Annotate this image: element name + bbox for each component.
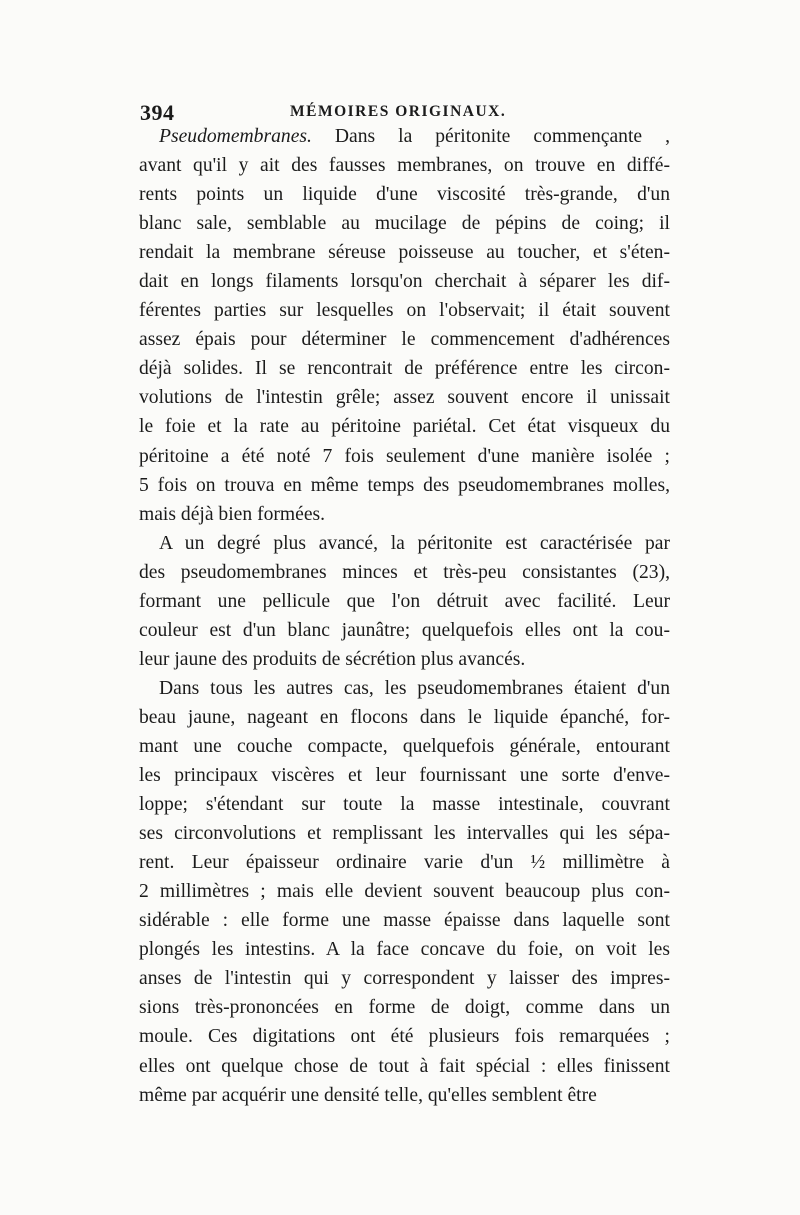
paragraph <box>139 529 670 674</box>
text-line <box>139 993 670 1022</box>
text-line-content: volutions de l'intestin grêle; assez souvent encore il unissait <box>139 387 670 409</box>
text-line-content: couleur est d'un blanc jaunâtre; quelquefois elles ont la cou- <box>139 619 670 641</box>
text-line-content: sions très-prononcées en forme de doigt, comme dans un <box>139 997 670 1019</box>
text-line-content: blanc sale, semblable au mucilage de pépins de coing; il <box>139 213 670 235</box>
text-line <box>139 1081 670 1110</box>
text-line-content: moule. Ces digitations ont été plusieurs fois remarquées ; <box>139 1026 670 1048</box>
text-line <box>139 906 670 935</box>
text-line <box>139 877 670 906</box>
text-line <box>139 151 670 180</box>
text-line <box>139 848 670 877</box>
text-line <box>139 587 670 616</box>
text-line-content: péritoine a été noté 7 fois seulement d'une manière isolée ; <box>139 445 670 467</box>
text-line <box>139 500 670 529</box>
text-line-content: ses circonvolutions et remplissant les intervalles qui les sépa- <box>139 823 670 845</box>
text-line <box>139 819 670 848</box>
body-text <box>139 122 670 1110</box>
text-line-content: rents points un liquide d'une viscosité très-grande, d'un <box>139 184 670 206</box>
text-line-content: rent. Leur épaisseur ordinaire varie d'un ½ millimètre à <box>139 852 670 874</box>
text-line-content: plongés les intestins. A la face concave du foie, on voit les <box>139 939 670 961</box>
text-line <box>139 122 670 151</box>
text-line-content: déjà solides. Il se rencontrait de préférence entre les circon- <box>139 358 670 380</box>
text-line <box>139 616 670 645</box>
text-line <box>139 471 670 500</box>
text-line-content: Dans la péritonite commençante , <box>311 126 670 147</box>
text-line <box>139 790 670 819</box>
text-line-content: même par acquérir une densité telle, qu'elles semblent être <box>139 1084 597 1106</box>
text-line-content: leur jaune des produits de sécrétion plus avancés. <box>139 648 526 670</box>
text-line <box>139 935 670 964</box>
paragraph <box>139 122 670 529</box>
text-line-content: Dans tous les autres cas, les pseudomembranes étaient d'un <box>159 677 670 699</box>
text-line <box>139 354 670 383</box>
text-line-content: férentes parties sur lesquelles on l'observait; il était souvent <box>139 300 670 322</box>
text-line <box>139 761 670 790</box>
text-line-content: elles ont quelque chose de tout à fait spécial : elles finissent <box>139 1055 670 1077</box>
text-line-content: 2 millimètres ; mais elle devient souvent beaucoup plus con- <box>139 881 670 903</box>
text-line <box>139 674 670 703</box>
text-line <box>139 732 670 761</box>
text-line <box>139 1022 670 1051</box>
text-line-content: les principaux viscères et leur fournissant une sorte d'enve- <box>139 765 670 787</box>
text-line-content: formant une pellicule que l'on détruit avec facilité. Leur <box>139 590 670 612</box>
text-line <box>139 180 670 209</box>
running-title: MÉMOIRES ORIGINAUX. <box>290 103 507 120</box>
text-line <box>139 529 670 558</box>
text-line <box>139 964 670 993</box>
text-line-content: avant qu'il y ait des fausses membranes, on trouve en diffé- <box>139 155 670 177</box>
text-line-content: loppe; s'étendant sur toute la masse intestinale, couvrant <box>139 794 670 816</box>
text-line-content: des pseudomembranes minces et très-peu consistantes (23), <box>139 561 670 583</box>
text-line-content: mant une couche compacte, quelquefois générale, entourant <box>139 735 670 757</box>
text-line-content: 5 fois on trouva en même temps des pseudomembranes molles, <box>139 474 670 496</box>
text-line <box>139 442 670 471</box>
text-line-content: le foie et la rate au péritoine pariétal. Cet état visqueux du <box>139 416 670 438</box>
paragraph-lead: Pseudomembranes. <box>159 126 312 147</box>
text-line-content: assez épais pour déterminer le commencement d'adhérences <box>139 329 670 351</box>
text-line-content: sidérable : elle forme une masse épaisse dans laquelle sont <box>139 910 670 932</box>
text-line <box>139 325 670 354</box>
text-line <box>139 703 670 732</box>
text-line <box>139 296 670 325</box>
text-line-content: anses de l'intestin qui y correspondent y laisser des impres- <box>139 968 670 990</box>
text-line <box>139 267 670 296</box>
text-line-content: mais déjà bien formées. <box>139 503 326 525</box>
text-line <box>139 558 670 587</box>
text-line <box>139 645 670 674</box>
text-line-content: A un degré plus avancé, la péritonite est caractérisée par <box>159 532 670 554</box>
page-number: 394 <box>140 100 175 125</box>
text-line <box>139 209 670 238</box>
text-line-content: beau jaune, nageant en flocons dans le liquide épanché, for- <box>139 706 670 728</box>
paragraph <box>139 674 670 1110</box>
text-line <box>139 412 670 441</box>
text-line-content: rendait la membrane séreuse poisseuse au toucher, et s'éten- <box>139 242 670 264</box>
text-line <box>139 383 670 412</box>
text-line-content: dait en longs filaments lorsqu'on cherchait à séparer les dif- <box>139 271 670 293</box>
text-line <box>139 1052 670 1081</box>
text-line <box>139 238 670 267</box>
